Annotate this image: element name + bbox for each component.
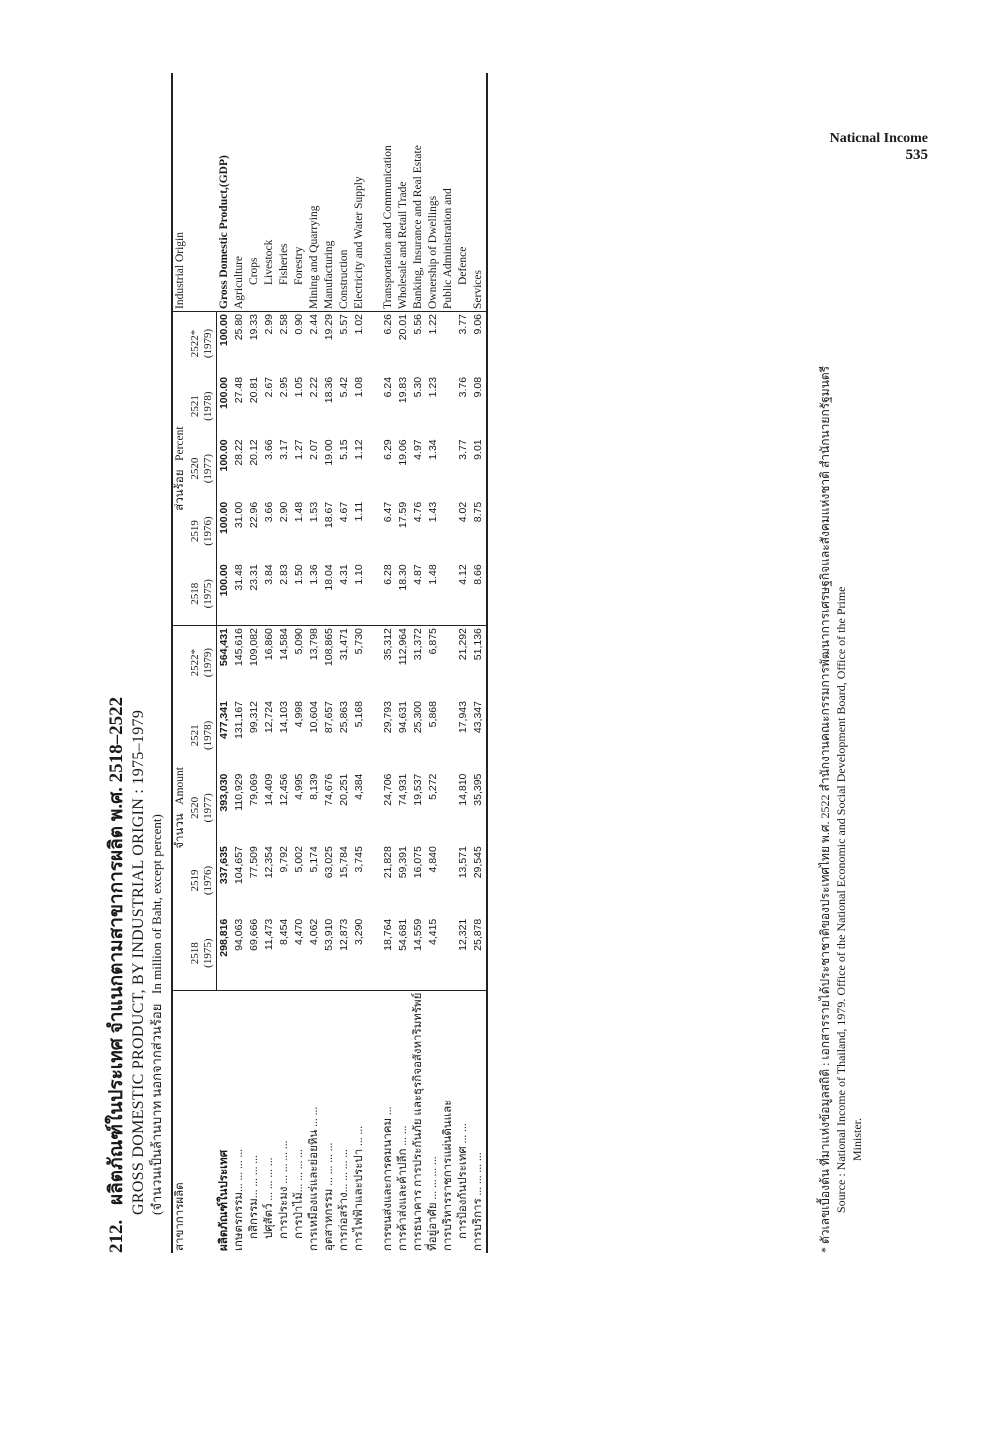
percent-cell: 4.76 [412,501,424,523]
percent-cell: 18.67 [323,501,335,529]
amount-cell: 5,868 [427,701,439,728]
row-label-thai: การป้องกันประเทศ ... ... [456,990,471,1253]
gdp-table [171,73,488,1253]
col-origin-thai: สาขาการผลิต [172,990,217,1253]
amount-cell: 14,103 [278,701,290,734]
amount-cell: 63,025 [323,846,335,879]
percent-cell: 5.42 [338,376,350,398]
row-label-thai: การบริการ ... ... ... ... [471,990,487,1253]
percent-cell: 1.36 [308,564,320,585]
amount-cell: 108,865 [322,626,337,699]
percent-cell: 4.67 [338,501,350,523]
table-row [292,73,307,1253]
table-row [277,73,292,1253]
percent-cell: 1.34 [427,439,439,460]
row-label-thai: ผลิตภัณฑ์ในประเทศ [217,990,233,1253]
percent-cell: 23.31 [248,564,260,591]
amount-cell: 79,069 [248,773,260,806]
amount-year-header: 2518 (1975) [188,917,217,990]
percent-cell: 2.90 [278,501,290,523]
row-label-thai: การบริหารราชการแผ่นดินและ [441,990,456,1253]
percent-cell: 4.97 [412,439,424,460]
percent-cell: 3.66 [263,439,275,460]
amount-cell: 17,943 [457,701,469,734]
table-title [105,73,165,1253]
row-label-english: Forestry [293,246,305,285]
percent-cell: 20.12 [248,439,260,466]
amount-cell: 12,873 [338,918,350,951]
amount-cell: 112,964 [396,626,411,699]
amount-cell: 5,272 [427,773,439,800]
percent-cell: 31.00 [233,501,245,529]
table-row [247,73,262,1253]
table-row [411,73,426,1253]
title-english: GROSS DOMESTIC PRODUCT, BY INDUSTRIAL ORIGIN : 1975–1979 [130,709,147,1215]
table-row [456,73,471,1253]
row-label-thai: การประมง ... ... ... ... [277,990,292,1253]
title-thai: ผลิตภัณฑ์ในประเทศ จำแนกตามสาขาการผลิต พ.ศ. 2518–2522 [106,696,127,1205]
row-label-thai: การไฟฟ้าและประปา ... ... [352,990,367,1253]
row-label-thai: การค้าส่งและค้าปลีก ... ... [396,990,411,1253]
percent-cell: 2.22 [308,376,320,398]
percent-cell: 27.48 [233,376,245,404]
amount-cell: 35,395 [471,772,487,845]
col-origin-english: Industrial Origin [172,73,217,312]
amount-cell: 4,415 [427,918,439,945]
percent-cell: 2.83 [278,564,290,585]
percent-cell: 100.00 [218,564,230,597]
percent-cell: 2.67 [263,376,275,398]
amount-cell: 77,509 [248,846,260,879]
amount-cell: 29,545 [471,844,487,917]
row-label-english: Ownership of Dwellings [427,195,439,309]
percent-cell: 8.66 [471,562,487,625]
amount-cell: 99,312 [248,701,260,734]
table-row [307,73,322,1253]
table-row [396,73,411,1253]
table-row [426,73,441,1253]
row-label-english: Manufacturing [323,240,335,309]
percent-cell: 1.27 [293,439,305,460]
amount-cell: 24,706 [382,773,394,806]
row-label-english: Mining and Quarrying [308,205,320,309]
amount-cell: 51,136 [471,626,487,699]
percent-cell: 0.90 [292,312,307,375]
amount-cell: 3,290 [353,918,365,945]
amount-cell: 13,571 [457,846,469,879]
percent-cell: 2.99 [262,312,277,375]
amount-cell: 393,030 [218,773,230,812]
amount-cell: 4,840 [427,846,439,873]
row-label-english: Wholesale and Retail Trade [397,181,409,309]
percent-cell: 100.00 [218,501,230,534]
table-row [262,73,277,1253]
amount-cell [441,626,456,699]
table-row [352,73,367,1253]
amount-cell: 16,075 [412,846,424,879]
amount-cell: 8,139 [308,773,320,800]
table-notes [817,73,865,1253]
percent-cell: 5.15 [338,439,350,460]
amount-cell: 21,828 [382,846,394,879]
amount-cell [441,772,456,845]
percent-cell: 3.84 [263,564,275,585]
percent-cell: 2.07 [308,439,320,460]
percent-cell: 1.10 [353,564,365,585]
amount-cell: 31,372 [411,626,426,699]
table-number: 212. [106,1219,127,1253]
percent-cell: 1.48 [293,501,305,523]
percent-cell: 4.12 [457,564,469,585]
percent-cell: 1.48 [427,564,439,585]
percent-cell: 1.11 [353,501,365,522]
table-row [381,73,396,1253]
percent-cell: 100.00 [217,312,233,375]
percent-cell: 3.17 [278,439,290,460]
row-label-thai: อุตสาหกรรม ... ... ... ... [322,990,337,1253]
percent-cell: 1.53 [308,501,320,523]
percent-cell: 9.06 [471,312,487,375]
percent-cell: 6.29 [382,439,394,460]
percent-cell: 9.01 [471,437,487,499]
percent-cell: 3.77 [457,439,469,460]
percent-year-header: 2521 (1978) [188,375,217,437]
row-label-english: Services [471,73,487,312]
percent-cell: 18.04 [323,564,335,591]
amount-cell: 5,090 [292,626,307,699]
percent-cell: 3.76 [457,376,469,398]
percent-cell: 19.33 [247,312,262,375]
note-thai: * ตัวเลขเบื้องต้น ที่มาแห่งข้อมูลสถิติ : เอกสารรายได้ประชาชาติของประเทศไทย พ.ศ. 2522 สำนักงานคณะกรรมการพัฒนาการเศรษฐกิจและสังคมแห่งชาติ สำนักนายกรัฐมนตรี [818,365,832,1253]
amount-cell: 15,784 [338,846,350,879]
amount-cell: 8,454 [278,918,290,945]
amount-cell: 74,676 [323,773,335,806]
spacer-row [367,73,381,1253]
percent-cell: 100.00 [218,376,230,410]
amount-cell: 145,616 [232,626,247,699]
table-row [337,73,352,1253]
table-row [322,73,337,1253]
row-label-thai: การป่าไม้... ... ... ... [292,990,307,1253]
amount-cell: 5,174 [308,846,320,873]
percent-cell [441,500,456,562]
percent-cell: 22.96 [248,501,260,529]
amount-cell: 25,863 [338,701,350,734]
percent-cell [441,437,456,499]
amount-cell: 21,292 [456,626,471,699]
table-row [217,73,233,1253]
percent-cell [441,375,456,437]
percent-cell: 1.23 [427,376,439,398]
amount-cell: 5,002 [293,846,305,873]
row-label-thai: กสิกรรม... ... ... ... [247,990,262,1253]
amount-cell: 20,251 [338,773,350,806]
amount-cell: 35,312 [381,626,396,699]
percent-cell: 28.22 [233,439,245,466]
percent-cell: 17.59 [397,501,409,529]
amount-cell: 131,167 [233,701,245,739]
percent-cell: 8.75 [471,500,487,562]
amount-cell: 12,724 [263,701,275,734]
amount-cell: 69,666 [248,918,260,951]
percent-cell: 6.28 [382,564,394,585]
col-group-amount: จำนวน Amount [172,626,188,991]
percent-cell: 4.87 [412,564,424,585]
row-label-thai: การเหมืองแร่และย่อยหิน ... ... [307,990,322,1253]
section-title: Naticnal Income [829,131,928,146]
amount-cell: 94,631 [397,701,409,734]
row-label-english: Public Administration and [442,188,454,309]
row-label-english: Construction [338,249,350,309]
percent-cell: 1.02 [352,312,367,375]
percent-cell: 9.08 [471,375,487,437]
percent-cell: 19.00 [323,439,335,466]
amount-cell: 9,792 [278,846,290,873]
amount-cell: 29,793 [382,701,394,734]
percent-cell: 5.57 [337,312,352,375]
amount-cell: 14,584 [277,626,292,699]
amount-cell: 87,657 [323,701,335,734]
percent-cell: 1.12 [353,439,365,460]
percent-cell: 1.08 [353,376,365,398]
percent-cell: 19.83 [397,376,409,404]
amount-cell: 14,559 [412,918,424,951]
percent-cell: 1.43 [427,501,439,523]
amount-cell: 110,929 [233,773,245,811]
percent-year-header: 2522* (1979) [188,312,217,375]
row-label-thai: ที่อยู่อาศัย ... ... ... ... [426,990,441,1253]
amount-cell: 12,354 [263,846,275,879]
amount-cell: 25,300 [412,701,424,734]
percent-cell: 3.66 [263,501,275,523]
row-label-thai: การก่อสร้าง... ... ... ... [337,990,352,1253]
percent-cell: 31.48 [233,564,245,591]
percent-cell: 1.22 [426,312,441,375]
amount-cell: 337,635 [218,846,230,885]
amount-cell [441,699,456,772]
amount-cell: 18,764 [382,918,394,951]
amount-cell: 4,470 [293,918,305,945]
row-label-english: Crops [248,257,260,285]
unit-thai: (จำนวนเป็นล้านบาท นอกจากส่วนร้อย [149,1003,164,1215]
amount-cell: 94,063 [233,918,245,951]
table-row [471,73,487,1253]
amount-cell: 6,875 [426,626,441,699]
percent-cell [441,562,456,625]
row-label-thai: การธนาคาร การประกันภัย และธุรกิจอสังหาริมทรัพย์ [411,990,426,1253]
row-label-english: Livestock [263,239,275,285]
amount-cell: 4,062 [308,918,320,945]
amount-cell: 4,384 [353,773,365,800]
amount-cell: 14,409 [263,773,275,806]
amount-cell: 104,657 [233,846,245,885]
amount-cell: 5,730 [352,626,367,699]
amount-cell: 14,810 [457,773,469,806]
row-label-thai: ปศุสัตว์ ... ... ... ... [262,990,277,1253]
percent-year-header: 2520 (1977) [188,437,217,499]
percent-year-header: 2519 (1976) [188,500,217,562]
amount-cell: 53,910 [323,918,335,951]
percent-cell: 18.30 [397,564,409,591]
row-label-english: Transportation and Communication [382,145,394,309]
amount-cell: 13,798 [307,626,322,699]
row-label-english: Defence [457,246,469,285]
amount-cell: 59,391 [397,846,409,879]
col-group-percent: ส่วนร้อย Percent [172,312,188,626]
amount-cell: 477,341 [218,701,230,739]
amount-cell [441,917,456,990]
note-source: Source : National Income of Thailand, 1979. Office of the National Economic and Social Development Board, Office of the Prime [834,586,848,1213]
row-label-english: Fisheries [278,243,290,285]
row-label-thai: เกษตรกรรม... ... ... ... [232,990,247,1253]
amount-cell: 16,860 [262,626,277,699]
amount-cell: 25,878 [471,917,487,990]
percent-cell: 1.50 [293,564,305,585]
percent-cell: 25.80 [232,312,247,375]
amount-cell: 54,681 [397,918,409,951]
amount-cell: 3,745 [353,846,365,873]
percent-cell: 1.05 [293,376,305,398]
percent-cell [441,312,456,375]
note-source-continued: Minister. [850,1117,864,1161]
percent-year-header: 2518 (1975) [188,562,217,625]
percent-cell: 2.95 [278,376,290,398]
unit-note [149,73,165,1215]
percent-cell: 20.81 [248,376,260,404]
percent-cell: 6.24 [382,376,394,398]
amount-cell: 298,816 [218,918,230,957]
row-label-english: Banking, Insurance and Real Estate [412,145,424,309]
percent-cell: 2.58 [277,312,292,375]
row-label-english: Agriculture [233,255,245,309]
amount-year-header: 2519 (1976) [188,844,217,917]
amount-cell: 5,168 [353,701,365,728]
amount-cell: 19,537 [412,773,424,806]
percent-cell: 19.29 [322,312,337,375]
amount-year-header: 2521 (1978) [188,699,217,772]
rotated-table-page [105,73,865,1253]
amount-year-header: 2520 (1977) [188,772,217,845]
amount-cell: 12,321 [457,918,469,951]
amount-cell: 11,473 [263,918,275,951]
table-row [441,73,456,1253]
unit-english: In million of Baht, except percent) [149,814,164,994]
amount-cell: 12,456 [278,773,290,806]
percent-cell: 4.31 [338,564,350,585]
amount-cell: 4,998 [293,701,305,728]
percent-cell: 20.01 [396,312,411,375]
amount-year-header: 2522* (1979) [188,626,217,699]
row-label-thai: การขนส่งและการคมนาคม ... [381,990,396,1253]
percent-cell: 5.56 [411,312,426,375]
amount-cell: 10,604 [308,701,320,734]
amount-cell [441,844,456,917]
percent-cell: 6.26 [381,312,396,375]
percent-cell: 19.06 [397,439,409,466]
row-label-english: Gross Domestic Product,(GDP) [217,155,230,309]
amount-cell: 109,082 [247,626,262,699]
row-label-english: Electricity and Water Supply [353,176,365,309]
amount-cell: 43,347 [471,699,487,772]
amount-cell: 4,995 [293,773,305,800]
amount-cell: 564,431 [217,626,233,699]
percent-cell: 6.47 [382,501,394,523]
amount-cell: 31,471 [337,626,352,699]
percent-cell: 5.30 [412,376,424,398]
percent-cell: 4.02 [457,501,469,523]
page-number: 535 [905,147,928,163]
table-row [232,73,247,1253]
percent-cell: 18.36 [323,376,335,404]
percent-cell: 100.00 [218,439,230,472]
amount-cell: 74,931 [397,773,409,806]
percent-cell: 3.77 [456,312,471,375]
percent-cell: 2.44 [307,312,322,375]
